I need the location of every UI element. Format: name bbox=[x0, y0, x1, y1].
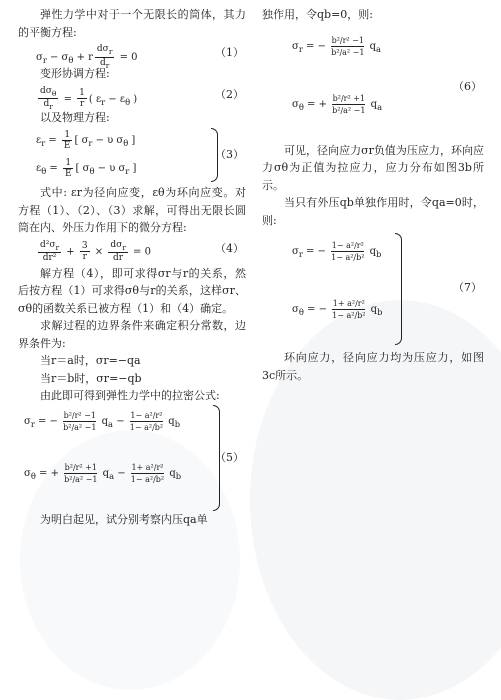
paragraph: 解方程（4），即可求得σr与r的关系，然后按方程（1）可求得σθ与r的关系，这样σr、σθ的函数关系已被方程（1）和（4）确定。 bbox=[18, 266, 246, 315]
paragraph: 当只有外压qb单独作用时，令qa=0时，则: bbox=[262, 196, 484, 227]
boundary-condition: 当r＝a时，σr=−qa bbox=[40, 354, 141, 367]
equation-3: $\varepsilon_r$ = $\frac{1}{E}$ [ $\sigma_r - \upsilon$ $\sigma_\theta$ ] $\varepsilon_\theta$ = $\frac{1}{E}$ [ $\sigma_\theta - \upsilon$ $\sigma_r$ ] （3） bbox=[18, 126, 246, 184]
equation-5: $\sigma_r$ = − $\frac{\text{b²/r² −1}}{\text{b²/a² −1}}$ $q_a$ − $\frac{\text{1− a²/r²}}{\text{1− a²/b²}}$ $q_b$ $\sigma_\theta$ = + $\frac{\text{b²/r² +1}}{\text{b²/a² −1}}$ $q_a$ − $\frac{\text{1+ a²/r²}}{\text{1− a²/b²}}$ $q_b$ （5） bbox=[18, 405, 246, 511]
equation-4: $\frac{d^2\sigma_r}{\text{dr²}}$ + $\frac{3}{r}$ × $\frac{d\sigma_r}{dr}$ = 0 （4） bbox=[40, 239, 244, 264]
paragraph: 为明白起见，试分别考察内压qa单 bbox=[40, 512, 208, 526]
paragraph: 式中: εr为径向应变，εθ为环向应变。对方程（1）、（2）、（3）求解，可得出无限长圆筒在内、外压力作用下的微分方程: bbox=[18, 186, 246, 234]
boundary-condition: 当r＝b时，σr=−qb bbox=[40, 371, 142, 385]
equation-2: $\frac{d\sigma_\theta}{d_r}$ = $\frac{1}{r}$ ( $\varepsilon_r - \varepsilon_\theta$ ) （2） bbox=[40, 85, 244, 112]
left-column bbox=[18, 6, 246, 528]
paragraph: 以及物理方程: bbox=[40, 110, 110, 124]
paragraph: 独作用，令qb=0，则: bbox=[262, 8, 374, 21]
paragraph: 变形协调方程: bbox=[40, 67, 110, 80]
equation-6: $\sigma_r$ = − $\frac{\text{b²/r² −1}}{\text{b²/a² −1}}$ $q_a$ $\sigma_\theta$ = + $\frac{\text{b²/r² +1}}{\text{b²/a² −1}}$ $q_a$ （6） bbox=[292, 35, 482, 115]
equation-1: $\sigma_r - \sigma_\theta + r$ $\frac{d\sigma_r}{d_r}$ = 0 （1） bbox=[36, 44, 244, 70]
paragraph: 环向应力，径向应力均为压应力，如图3c所示。 bbox=[262, 351, 484, 382]
paragraph: 可见，径向应力σr负值为压应力，环向应力σθ为正值为拉应力，应力分布如图3b所示。 bbox=[262, 143, 484, 192]
paragraph: 弹性力学中对于一个无限长的筒体，其力的平衡方程: bbox=[18, 8, 246, 39]
equation-7: $\sigma_r$ = − $\frac{\text{1− a²/r²}}{\text{1− a²/b²}}$ $q_b$ $\sigma_\theta$ = − $\frac{\text{1+ a²/r²}}{\text{1− a²/b²}}$ $q_b$ （7） bbox=[262, 229, 484, 349]
right-column bbox=[262, 6, 484, 384]
paragraph: 由此即可得到弹性力学中的拉密公式: bbox=[40, 389, 220, 402]
paragraph: 求解过程的边界条件来确定积分常数，边界条件为: bbox=[18, 319, 246, 350]
